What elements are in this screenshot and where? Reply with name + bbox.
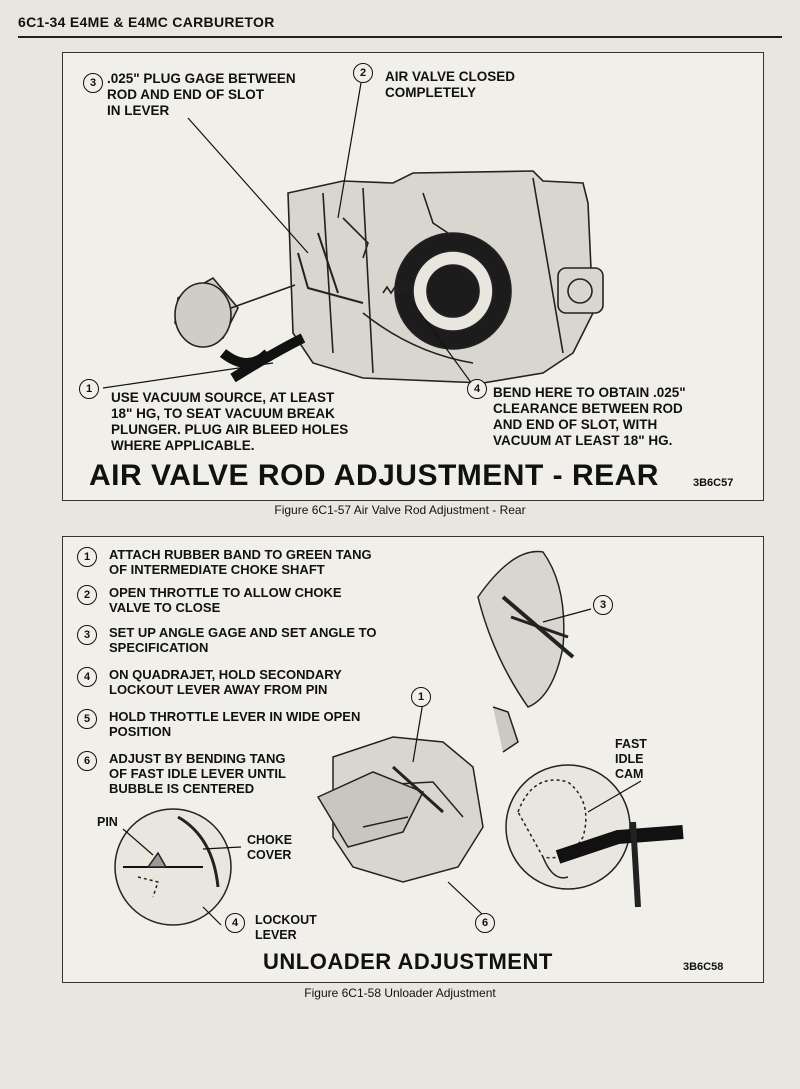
figure1-title: AIR VALVE ROD ADJUSTMENT - REAR (89, 459, 659, 492)
page-header (18, 14, 782, 38)
figure-unloader-panel (62, 536, 764, 983)
figure2-id: 3B6C58 (683, 961, 724, 973)
step-1-text: ATTACH RUBBER BAND TO GREEN TANG OF INTERMEDIATE CHOKE SHAFT (109, 547, 372, 577)
diagram-marker-6: 6 (475, 913, 495, 933)
step-6 (77, 751, 407, 801)
step-3-text: SET UP ANGLE GAGE AND SET ANGLE TO SPECIFICATION (109, 625, 377, 655)
step-4-text: ON QUADRAJET, HOLD SECONDARY LOCKOUT LEVER AWAY FROM PIN (109, 667, 342, 697)
header-rule (18, 36, 782, 38)
step-3-marker: 3 (77, 625, 97, 645)
choke-cover-label: CHOKE COVER (247, 833, 293, 862)
step-1-marker: 1 (77, 547, 97, 567)
step-6-text: ADJUST BY BENDING TANG OF FAST IDLE LEVER UNTIL BUBBLE IS CENTERED (109, 751, 286, 796)
step-5-marker: 5 (77, 709, 97, 729)
diagram-marker-3: 3 (593, 595, 613, 615)
callout-1-marker: 1 (79, 379, 99, 399)
diagram-marker-1: 1 (411, 687, 431, 707)
step-2-marker: 2 (77, 585, 97, 605)
callout-4-text: BEND HERE TO OBTAIN .025" CLEARANCE BETWEEN ROD AND END OF SLOT, WITH VACUUM AT LEAST 18" HG. (493, 385, 686, 448)
fast-idle-cam-label: FAST IDLE CAM (615, 737, 647, 781)
callout-4-marker: 4 (467, 379, 487, 399)
step-2-text: OPEN THROTTLE TO ALLOW CHOKE VALVE TO CLOSE (109, 585, 342, 615)
pin-label: PIN (97, 815, 118, 829)
step-2 (77, 585, 407, 619)
figure-air-valve-rod-panel (62, 52, 764, 501)
step-5-text: HOLD THROTTLE LEVER IN WIDE OPEN POSITION (109, 709, 361, 739)
figure1-id: 3B6C57 (693, 477, 734, 489)
step-6-marker: 6 (77, 751, 97, 771)
callout-2-marker: 2 (353, 63, 373, 83)
figure2-title: UNLOADER ADJUSTMENT (263, 949, 553, 974)
step-5 (77, 709, 407, 743)
step-1 (77, 547, 407, 581)
lockout-marker: 4 (225, 913, 245, 933)
callout-1-text: USE VACUUM SOURCE, AT LEAST 18" HG, TO SEAT VACUUM BREAK PLUNGER. PLUG AIR BLEED HOLES WHERE APPLICABLE. (111, 390, 349, 453)
figure1-caption: Figure 6C1-57 Air Valve Rod Adjustment - Rear (274, 503, 526, 517)
figure2-caption: Figure 6C1-58 Unloader Adjustment (304, 986, 496, 1000)
step-3 (77, 625, 407, 659)
page-header-text: 6C1-34 E4ME & E4MC CARBURETOR (18, 14, 275, 30)
callout-2-text: AIR VALVE CLOSED COMPLETELY (385, 69, 516, 100)
lockout-lever-label: LOCKOUT LEVER (255, 913, 317, 942)
callout-3-text: .025" PLUG GAGE BETWEEN ROD AND END OF SLOT IN LEVER (107, 71, 296, 118)
step-4 (77, 667, 407, 701)
callout-3-marker: 3 (83, 73, 103, 93)
step-4-marker: 4 (77, 667, 97, 687)
